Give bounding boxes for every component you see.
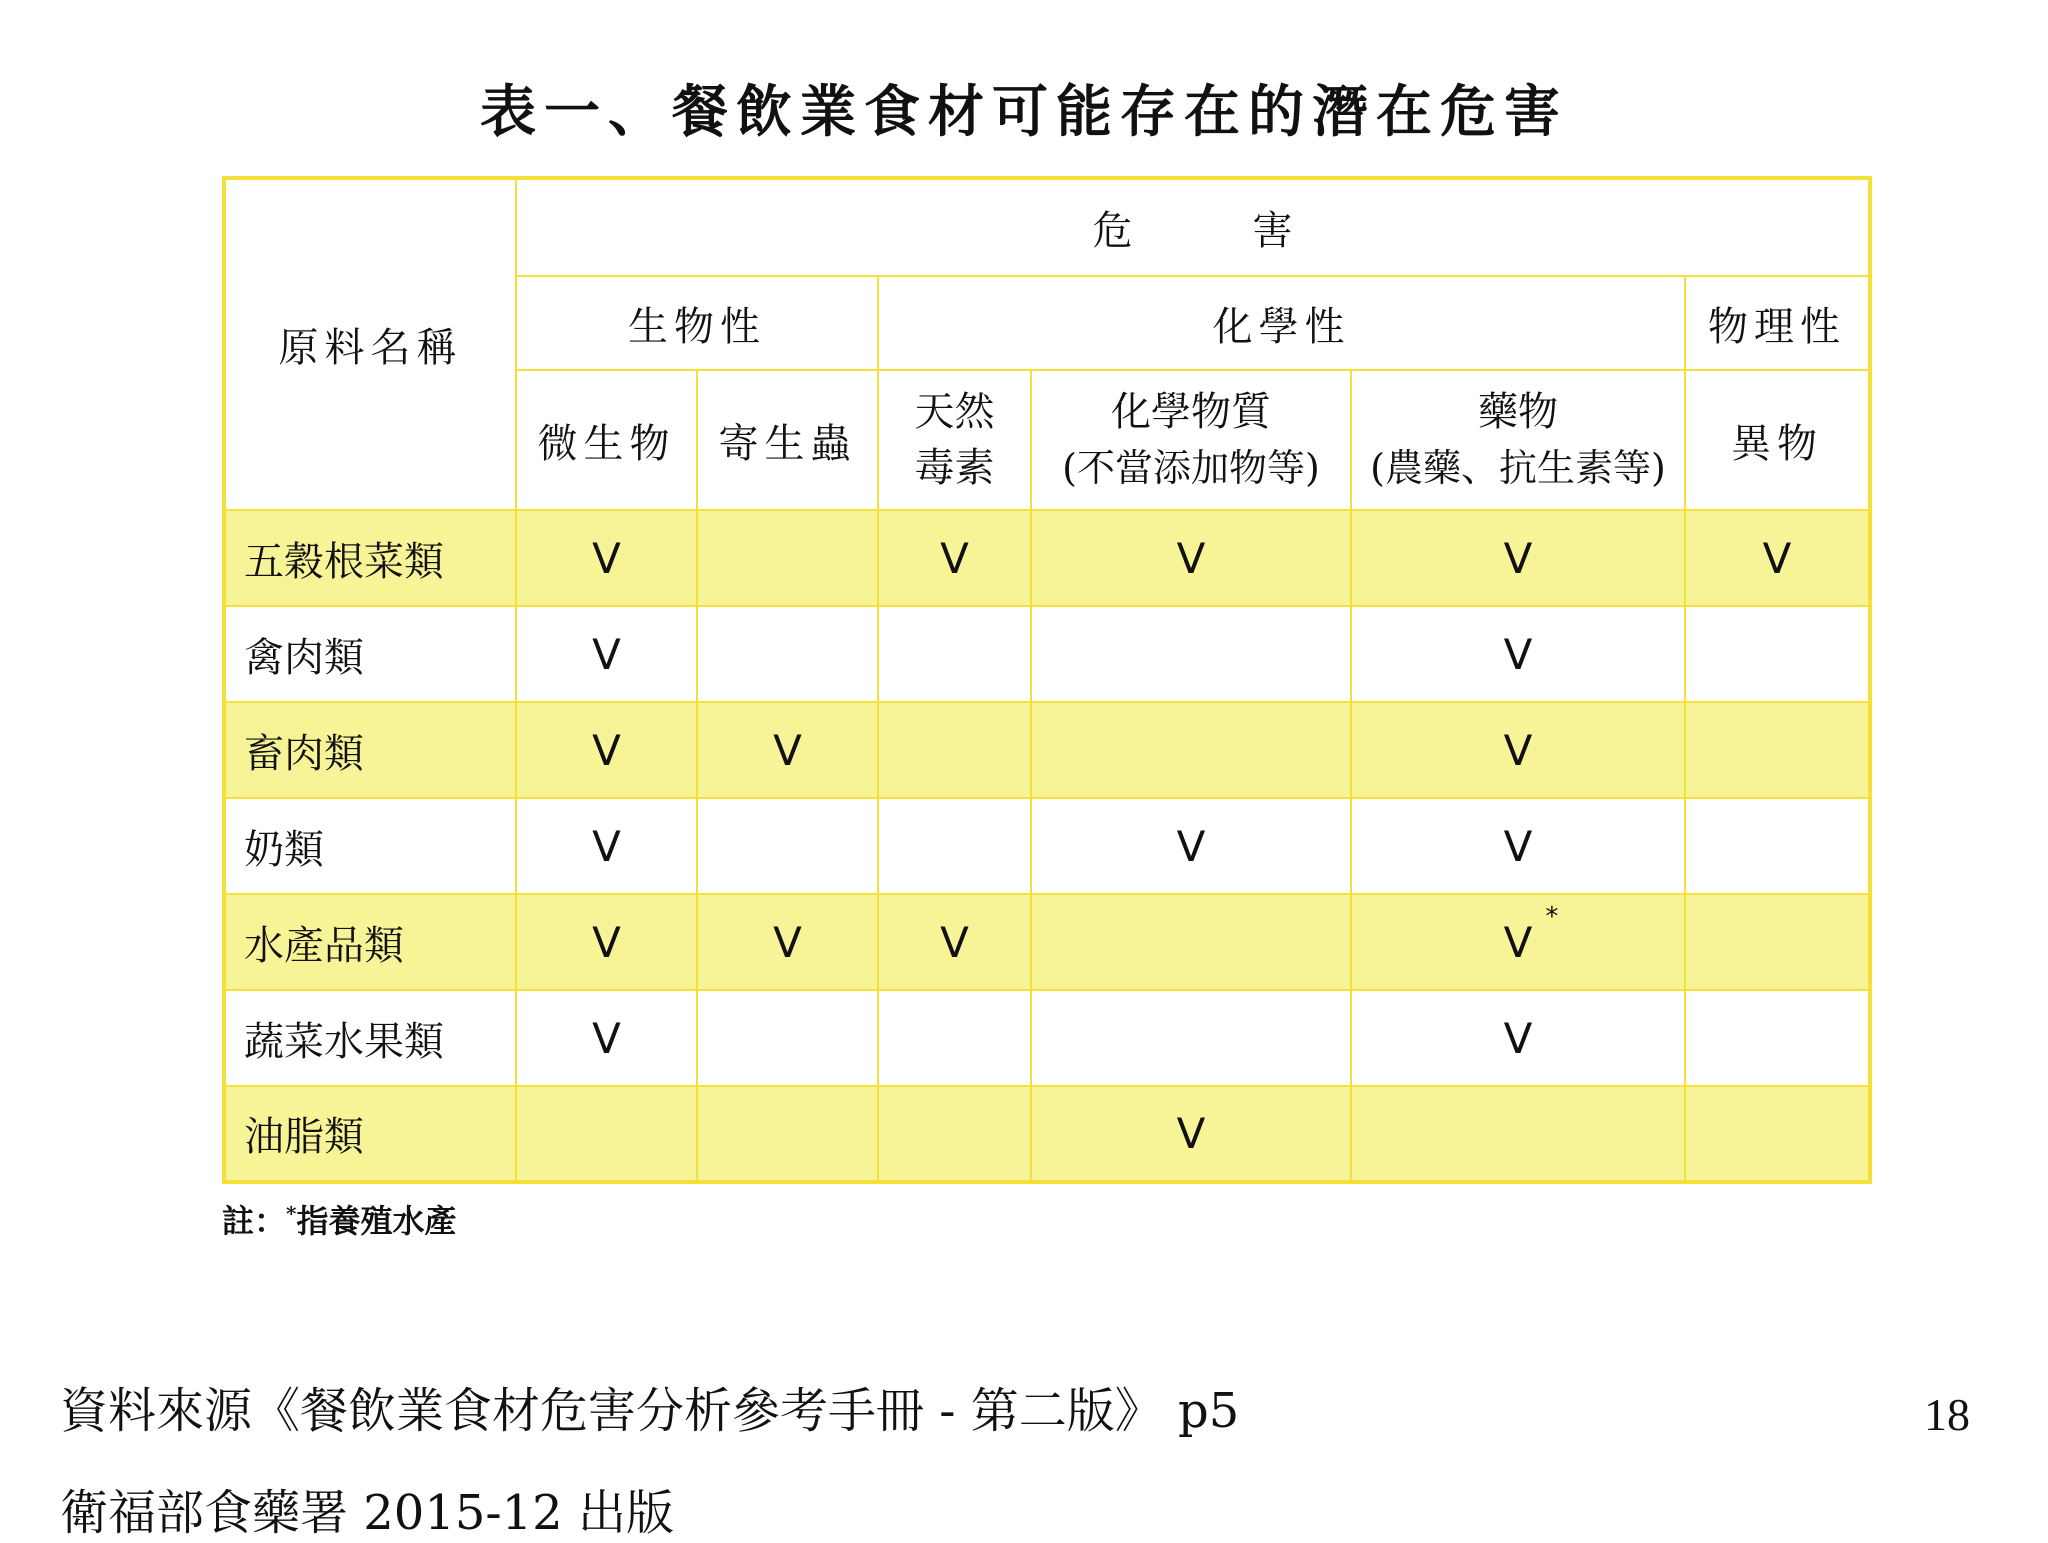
header-chemical-substance	[1031, 370, 1351, 510]
check-mark: V	[1503, 533, 1533, 583]
check-cell	[1351, 798, 1685, 894]
header-chemical: 化學性	[878, 276, 1685, 370]
footnote	[222, 1196, 457, 1242]
header-chemical-substance-line1: 化學物質	[1111, 389, 1271, 435]
header-natural-toxin-line1: 天然	[914, 389, 995, 435]
check-cell	[516, 702, 697, 798]
table-row	[224, 798, 1870, 894]
page-number: 18	[1924, 1389, 1970, 1440]
source-line-1: 資料來源《餐飲業食材危害分析參考手冊 - 第二版》 p5	[60, 1383, 1240, 1439]
table-title: 表一、餐飲業食材可能存在的潛在危害	[480, 79, 1568, 145]
header-foreign-matter: 異物	[1685, 370, 1870, 510]
check-mark: V	[1503, 917, 1533, 967]
footnote-prefix: 註：	[222, 1202, 287, 1240]
check-cell	[1351, 894, 1685, 990]
check-mark: V	[592, 629, 621, 679]
check-cell	[697, 990, 878, 1086]
check-cell	[697, 894, 878, 990]
check-cell	[1351, 702, 1685, 798]
check-cell	[878, 1086, 1031, 1182]
check-cell	[1031, 606, 1351, 702]
header-natural-toxin	[878, 370, 1031, 510]
check-cell	[1685, 990, 1870, 1086]
check-cell	[1031, 798, 1351, 894]
check-cell	[516, 510, 697, 606]
check-cell	[878, 702, 1031, 798]
check-mark: V	[1503, 629, 1533, 679]
check-cell	[1685, 702, 1870, 798]
check-cell	[1685, 894, 1870, 990]
footnote-star-marker: *	[286, 1201, 297, 1226]
check-cell	[1031, 990, 1351, 1086]
row-name: 五穀根菜類	[224, 510, 516, 606]
check-cell	[516, 1086, 697, 1182]
check-cell	[1351, 606, 1685, 702]
check-mark: V	[1503, 1013, 1533, 1063]
table-row	[224, 894, 1870, 990]
check-cell	[697, 798, 878, 894]
check-cell	[1685, 510, 1870, 606]
header-parasite: 寄生蟲	[697, 370, 878, 510]
header-raw-name: 原料名稱	[224, 178, 516, 510]
check-mark: V	[592, 821, 621, 871]
check-mark: V	[1176, 533, 1206, 583]
table-row	[224, 702, 1870, 798]
row-name: 油脂類	[224, 1086, 516, 1182]
check-cell	[516, 798, 697, 894]
header-microbe: 微生物	[516, 370, 697, 510]
check-cell	[1351, 990, 1685, 1086]
check-cell	[878, 606, 1031, 702]
check-cell	[878, 510, 1031, 606]
check-cell	[516, 894, 697, 990]
check-mark: V	[773, 725, 802, 775]
check-mark: V	[940, 533, 969, 583]
row-name: 蔬菜水果類	[224, 990, 516, 1086]
check-cell	[878, 894, 1031, 990]
check-mark: V	[592, 917, 621, 967]
check-cell	[697, 702, 878, 798]
check-cell	[1031, 510, 1351, 606]
table-row	[224, 606, 1870, 702]
check-cell	[1351, 1086, 1685, 1182]
row-name: 畜肉類	[224, 702, 516, 798]
check-mark: V	[773, 917, 802, 967]
check-cell	[1685, 606, 1870, 702]
check-cell	[1351, 510, 1685, 606]
check-mark: V	[592, 725, 621, 775]
row-name: 禽肉類	[224, 606, 516, 702]
header-hazard: 危 害	[516, 178, 1870, 276]
check-cell	[878, 990, 1031, 1086]
check-mark: V	[592, 533, 621, 583]
check-mark: V	[940, 917, 969, 967]
footnote-text: 指養殖水產	[296, 1202, 457, 1240]
check-cell	[1031, 1086, 1351, 1182]
header-biological: 生物性	[516, 276, 878, 370]
header-drug-line1: 藥物	[1478, 389, 1558, 435]
check-mark: V	[592, 1013, 621, 1063]
header-drug	[1351, 370, 1685, 510]
check-cell	[697, 510, 878, 606]
header-natural-toxin-line2: 毒素	[914, 445, 995, 491]
hazard-table	[222, 176, 1872, 1184]
check-cell	[697, 606, 878, 702]
header-physical: 物理性	[1685, 276, 1870, 370]
check-cell	[516, 990, 697, 1086]
check-cell	[1031, 702, 1351, 798]
header-drug-line2: (農藥、抗生素等)	[1370, 446, 1666, 490]
check-mark: V	[1176, 1109, 1206, 1158]
check-cell	[1031, 894, 1351, 990]
check-mark: V	[1176, 821, 1206, 871]
check-mark: V	[1503, 821, 1533, 871]
check-mark: V	[1762, 533, 1792, 583]
check-cell	[697, 1086, 878, 1182]
row-name: 水產品類	[224, 894, 516, 990]
table-row	[224, 990, 1870, 1086]
source-line-2: 衛福部食藥署 2015-12 出版	[60, 1485, 674, 1541]
check-mark-starred	[1503, 901, 1559, 967]
check-cell	[878, 798, 1031, 894]
table-row	[224, 510, 1870, 606]
check-cell	[1685, 1086, 1870, 1182]
row-name: 奶類	[224, 798, 516, 894]
footnote-star: *	[1545, 901, 1559, 932]
check-cell	[516, 606, 697, 702]
header-chemical-substance-line2: (不當添加物等)	[1062, 446, 1320, 490]
check-cell	[1685, 798, 1870, 894]
table-row	[224, 1086, 1870, 1182]
check-mark: V	[1503, 725, 1533, 775]
